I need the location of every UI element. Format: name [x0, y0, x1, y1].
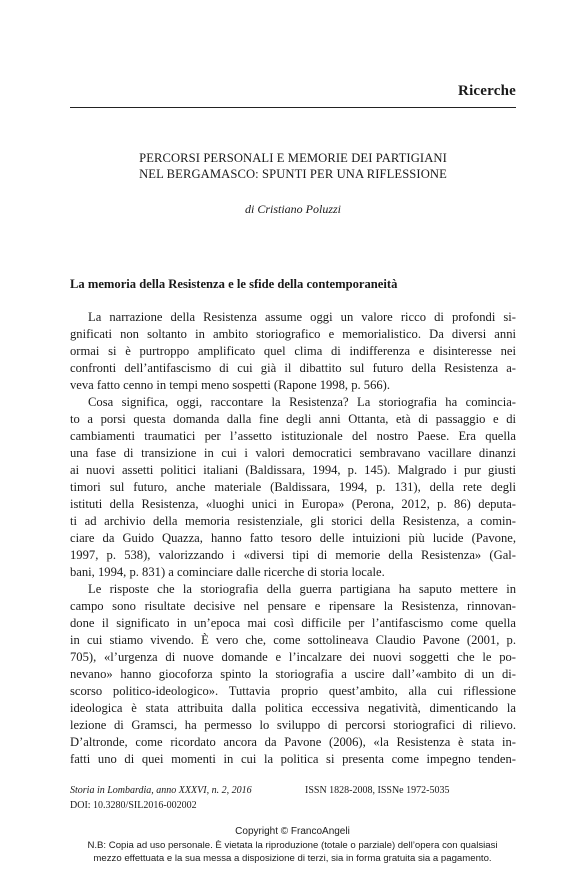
body-line: ai nuovi assetti politici italiani (Baldissara, 1994, p. 145). Malgrado i pur giusti	[70, 463, 516, 477]
body-line: gnificati non soltanto in ambito storiografico e memorialistico. Da diversi anni	[70, 327, 516, 341]
body-line: campo sono risultate decisive nel pensare e ripensare la Resistenza, rinnovan-	[70, 599, 516, 613]
body-line: in cui stiamo vivendo. È vero che, come sottolineava Claudio Pavone (2001, p.	[70, 633, 516, 647]
body-line: fatti uno di quei momenti in cui la politica si presenta come impegno tenden-	[70, 752, 516, 766]
body-line: ideologica è stata attribuita dalla politica eccessiva negatività, dimenticando la	[70, 701, 516, 715]
header-rule	[70, 107, 516, 108]
body-line: La narrazione della Resistenza assume oggi un valore ricco di profondi si-	[88, 310, 516, 324]
body-line: Cosa significa, oggi, raccontare la Resistenza? La storiografia ha comincia-	[88, 395, 516, 409]
usage-notice-line: mezzo effettuata e la sua messa a disposizione di terzi, sia in forma gratuita sia a pagamento.	[93, 853, 492, 864]
title-line: PERCORSI PERSONALI E MEMORIE DEI PARTIGIANI	[139, 151, 447, 165]
body-line: bani, 1994, p. 831) a cominciare dalle ricerche di storia locale.	[70, 565, 385, 579]
journal-citation: Storia in Lombardia, anno XXXVI, n. 2, 2016	[70, 785, 252, 796]
usage-notice-line: N.B: Copia ad uso personale. È vietata la riproduzione (totale o parziale) dell’opera con qualsiasi	[87, 840, 498, 851]
body-line: ciare da Guido Quazza, hanno fatto tesoro delle intuizioni più lucide (Pavone,	[70, 531, 516, 545]
body-line: scorso politico-ideologico». Tuttavia proprio quest’ambito, alla cui riflessione	[70, 684, 516, 698]
title-line: NEL BERGAMASCO: SPUNTI PER UNA RIFLESSIONE	[139, 167, 447, 181]
body-line: done il significato in un’epoca mai così difficile per l’antifascismo come quella	[70, 616, 516, 630]
copyright-notice: Copyright © FrancoAngeli	[235, 826, 350, 837]
body-line: veva fatto cenno in tempi meno sospetti (Rapone 1998, p. 566).	[70, 378, 391, 392]
body-line: cambiamenti traumatici per l’assetto istituzionale del nostro Paese. Era quella	[70, 429, 516, 443]
body-line: to a porsi questa domanda dalla fine degli anni Ottanta, età di passaggio e di	[70, 412, 516, 426]
body-line: timori sul futuro, anche materiale (Baldissara, 1994, p. 131), della rete degli	[70, 480, 516, 494]
article-title	[70, 150, 516, 182]
body-text	[70, 309, 516, 768]
body-line: Le risposte che la storiografia della guerra partigiana ha saputo mettere in	[88, 582, 516, 596]
body-line: 1997, p. 538), valorizzando i «diversi tipi di memorie della Resistenza» (Gal-	[70, 548, 516, 562]
body-line: D’altronde, come ricordato ancora da Pavone (2006), «la Resistenza è stata in-	[70, 735, 516, 749]
body-line: confronti dell’antifascismo di cui già il dibattito sul futuro della Resistenza a-	[70, 361, 516, 375]
body-line: istituti della Resistenza, «luoghi unici in Europa» (Perona, 2012, p. 86) deputa-	[70, 497, 516, 511]
body-line: 705), «l’urgenza di nuove domande e l’incalzare dei nuovi soggetti che le po-	[70, 650, 516, 664]
section-heading: La memoria della Resistenza e le sfide della contemporaneità	[70, 277, 398, 291]
section-label: Ricerche	[458, 83, 516, 99]
body-line: lezione di Gramsci, ha permesso lo sviluppo di percorsi storiografici di rilievo.	[70, 718, 516, 732]
body-line: nevano» hanno giocoforza spinto la storiografia a uscire dall’«ambito di un di-	[70, 667, 516, 681]
doi: DOI: 10.3280/SIL2016-002002	[70, 800, 197, 811]
author-byline: di Cristiano Poluzzi	[244, 202, 342, 216]
body-line: ormai si è purtroppo amplificato quel clima di indifferenza e disinteresse nei	[70, 344, 516, 358]
usage-notice	[0, 839, 585, 865]
body-line: una fase di transizione in cui i valori democratici sembravano vacillare dinanzi	[70, 446, 516, 460]
issn: ISSN 1828-2008, ISSNe 1972-5035	[305, 785, 450, 796]
body-line: ti ad archivio della memoria resistenziale, gli storici della Resistenza, a comin-	[70, 514, 516, 528]
